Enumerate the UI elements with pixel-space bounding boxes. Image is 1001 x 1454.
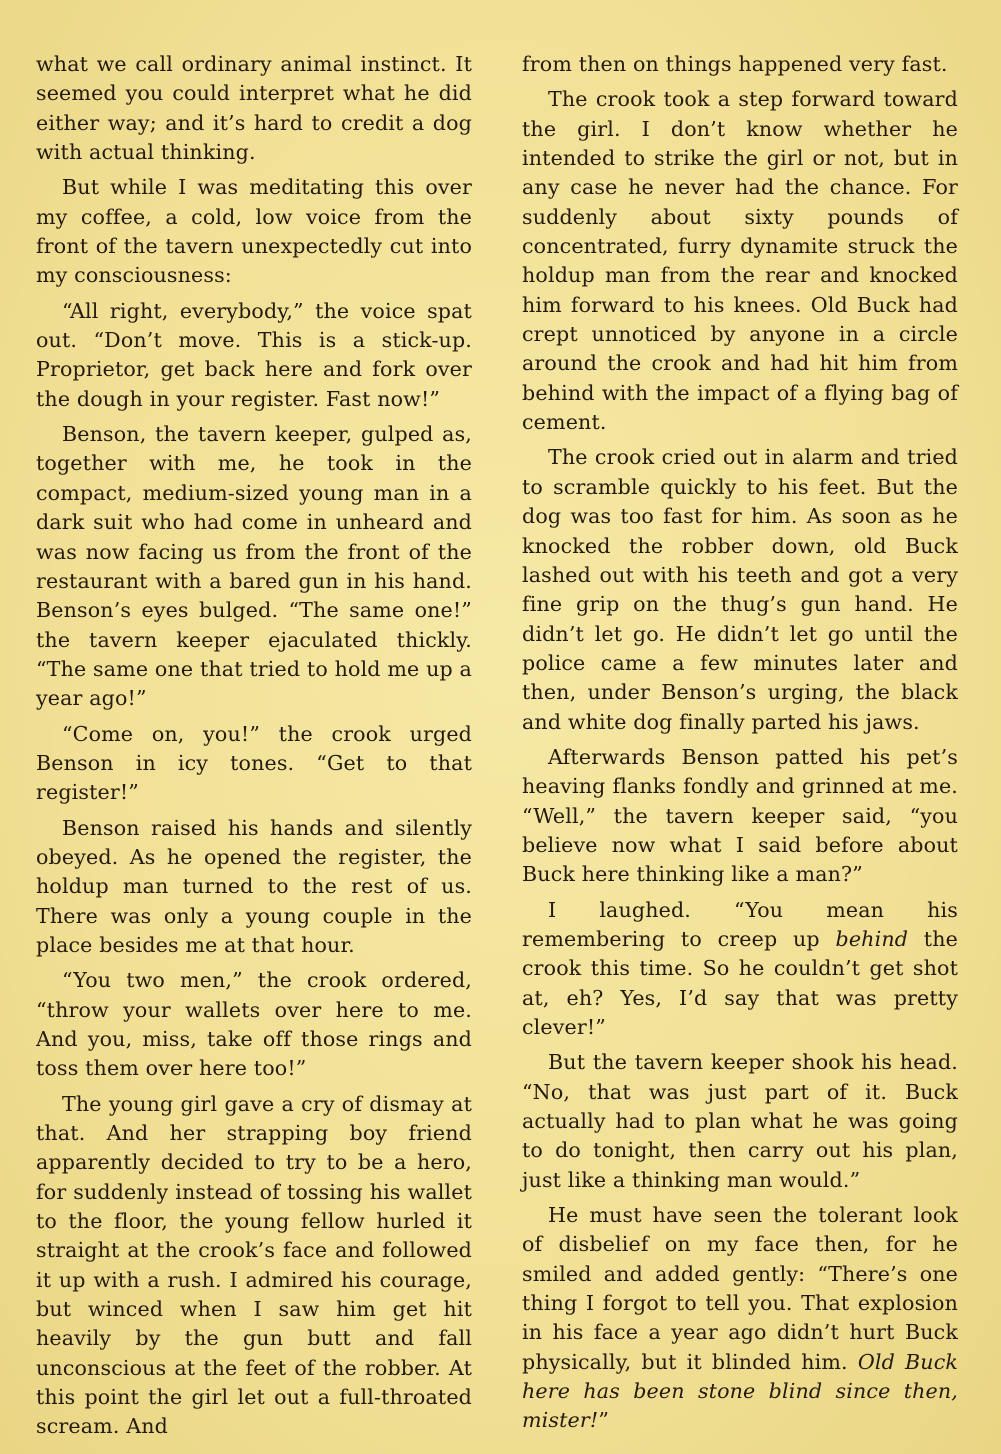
paragraph: [522, 1201, 958, 1436]
paragraph: The crook cried out in alarm and tried to scramble quickly to his feet. But the dog was too fast for him. As soon as he knocked the robber down, old Buck lashed out with his teeth and got a very fine grip on the thug’s gun hand. He didn’t let go. He didn’t let go until the police came a few minutes later and then, under Benson’s urging, the black and white dog finally parted his jaws.: [522, 445, 958, 734]
paragraph: The young girl gave a cry of dismay at that. And her strapping boy friend apparently decided to try to be a hero, for suddenly instead of tossing his wallet to the floor, the young fellow hurled it straight at the crook’s face and followed it up with a rush. I admired his courage, but winced when I saw him get hit heavily by the gun butt and fall unconscious at the feet of the robber. At this point the girl let out a full-throated scream. And: [36, 1091, 472, 1439]
paragraph: Benson, the tavern keeper, gulped as, together with me, he took in the compact, medium-sized young man in a dark suit who had come in unheard and was now facing us from the front of the restaurant with a bared gun in his hand. Benson’s eyes bulged. “The same one!” the tavern keeper ejaculated thickly. “The same one that tried to hold me up a year ago!”: [36, 422, 472, 711]
emphasis: behind: [835, 926, 909, 951]
left-column: [36, 50, 472, 1448]
text-run: ”: [598, 1408, 610, 1433]
paragraph: “You two men,” the crook ordered, “throw your wallets over here to me. And you, miss, take off those rings and toss them over here too!”: [36, 968, 472, 1081]
text-run: I laughed. “You mean his remembering to creep up: [522, 897, 958, 951]
right-column: [522, 50, 958, 1442]
paragraph: Afterwards Benson patted his pet’s heaving flanks fondly and grinned at me. “Well,” the tavern keeper said, “you believe now what I said before about Buck here thinking like a man?”: [522, 744, 958, 887]
text-run: the crook this time. So he couldn’t get shot at, eh? Yes, I’d say that was pretty clever!”: [522, 926, 958, 1039]
paragraph: But while I was meditating this over my coffee, a cold, low voice from the front of the tavern unexpectedly cut into my consciousness:: [36, 175, 472, 288]
paragraph: “Come on, you!” the crook urged Benson in icy tones. “Get to that register!”: [36, 721, 472, 805]
paragraph: [522, 896, 958, 1043]
paragraph: “All right, everybody,” the voice spat out. “Don’t move. This is a stick-up. Proprietor, get back here and fork over the dough in your register. Fast now!”: [36, 298, 472, 411]
paragraph: But the tavern keeper shook his head. “No, that was just part of it. Buck actually had to plan what he was going to do tonight, then carry out his plan, just like a thinking man would.”: [522, 1050, 958, 1192]
text-run: He must have seen the tolerant look of disbelief on my face then, for he smiled and added gently: “There’s one thing I forgot to tell you. That explosion in his face a year ago didn’t hurt Buck physically, but it blinded him.: [522, 1203, 958, 1374]
paragraph: Benson raised his hands and silently obeyed. As he opened the register, the holdup man turned to the rest of us. There was only a young couple in the place besides me at that hour.: [36, 815, 472, 957]
paragraph: from then on things happened very fast.: [522, 52, 948, 76]
paragraph: The crook took a step forward toward the girl. I don’t know whether he intended to strike the girl or not, but in any case he never had the chance. For suddenly about sixty pounds of concentrated, furry dynamite struck the holdup man from the rear and knocked him forward to his knees. Old Buck had crept unnoticed by anyone in a circle around the crook and had hit him from behind with the impact of a flying bag of cement.: [522, 87, 958, 435]
emphasis: Old Buck here has been stone blind since then, mister!: [522, 1349, 959, 1433]
paragraph: what we call ordinary animal instinct. It seemed you could interpret what he did either way; and it’s hard to credit a dog with actual thinking.: [36, 52, 472, 165]
